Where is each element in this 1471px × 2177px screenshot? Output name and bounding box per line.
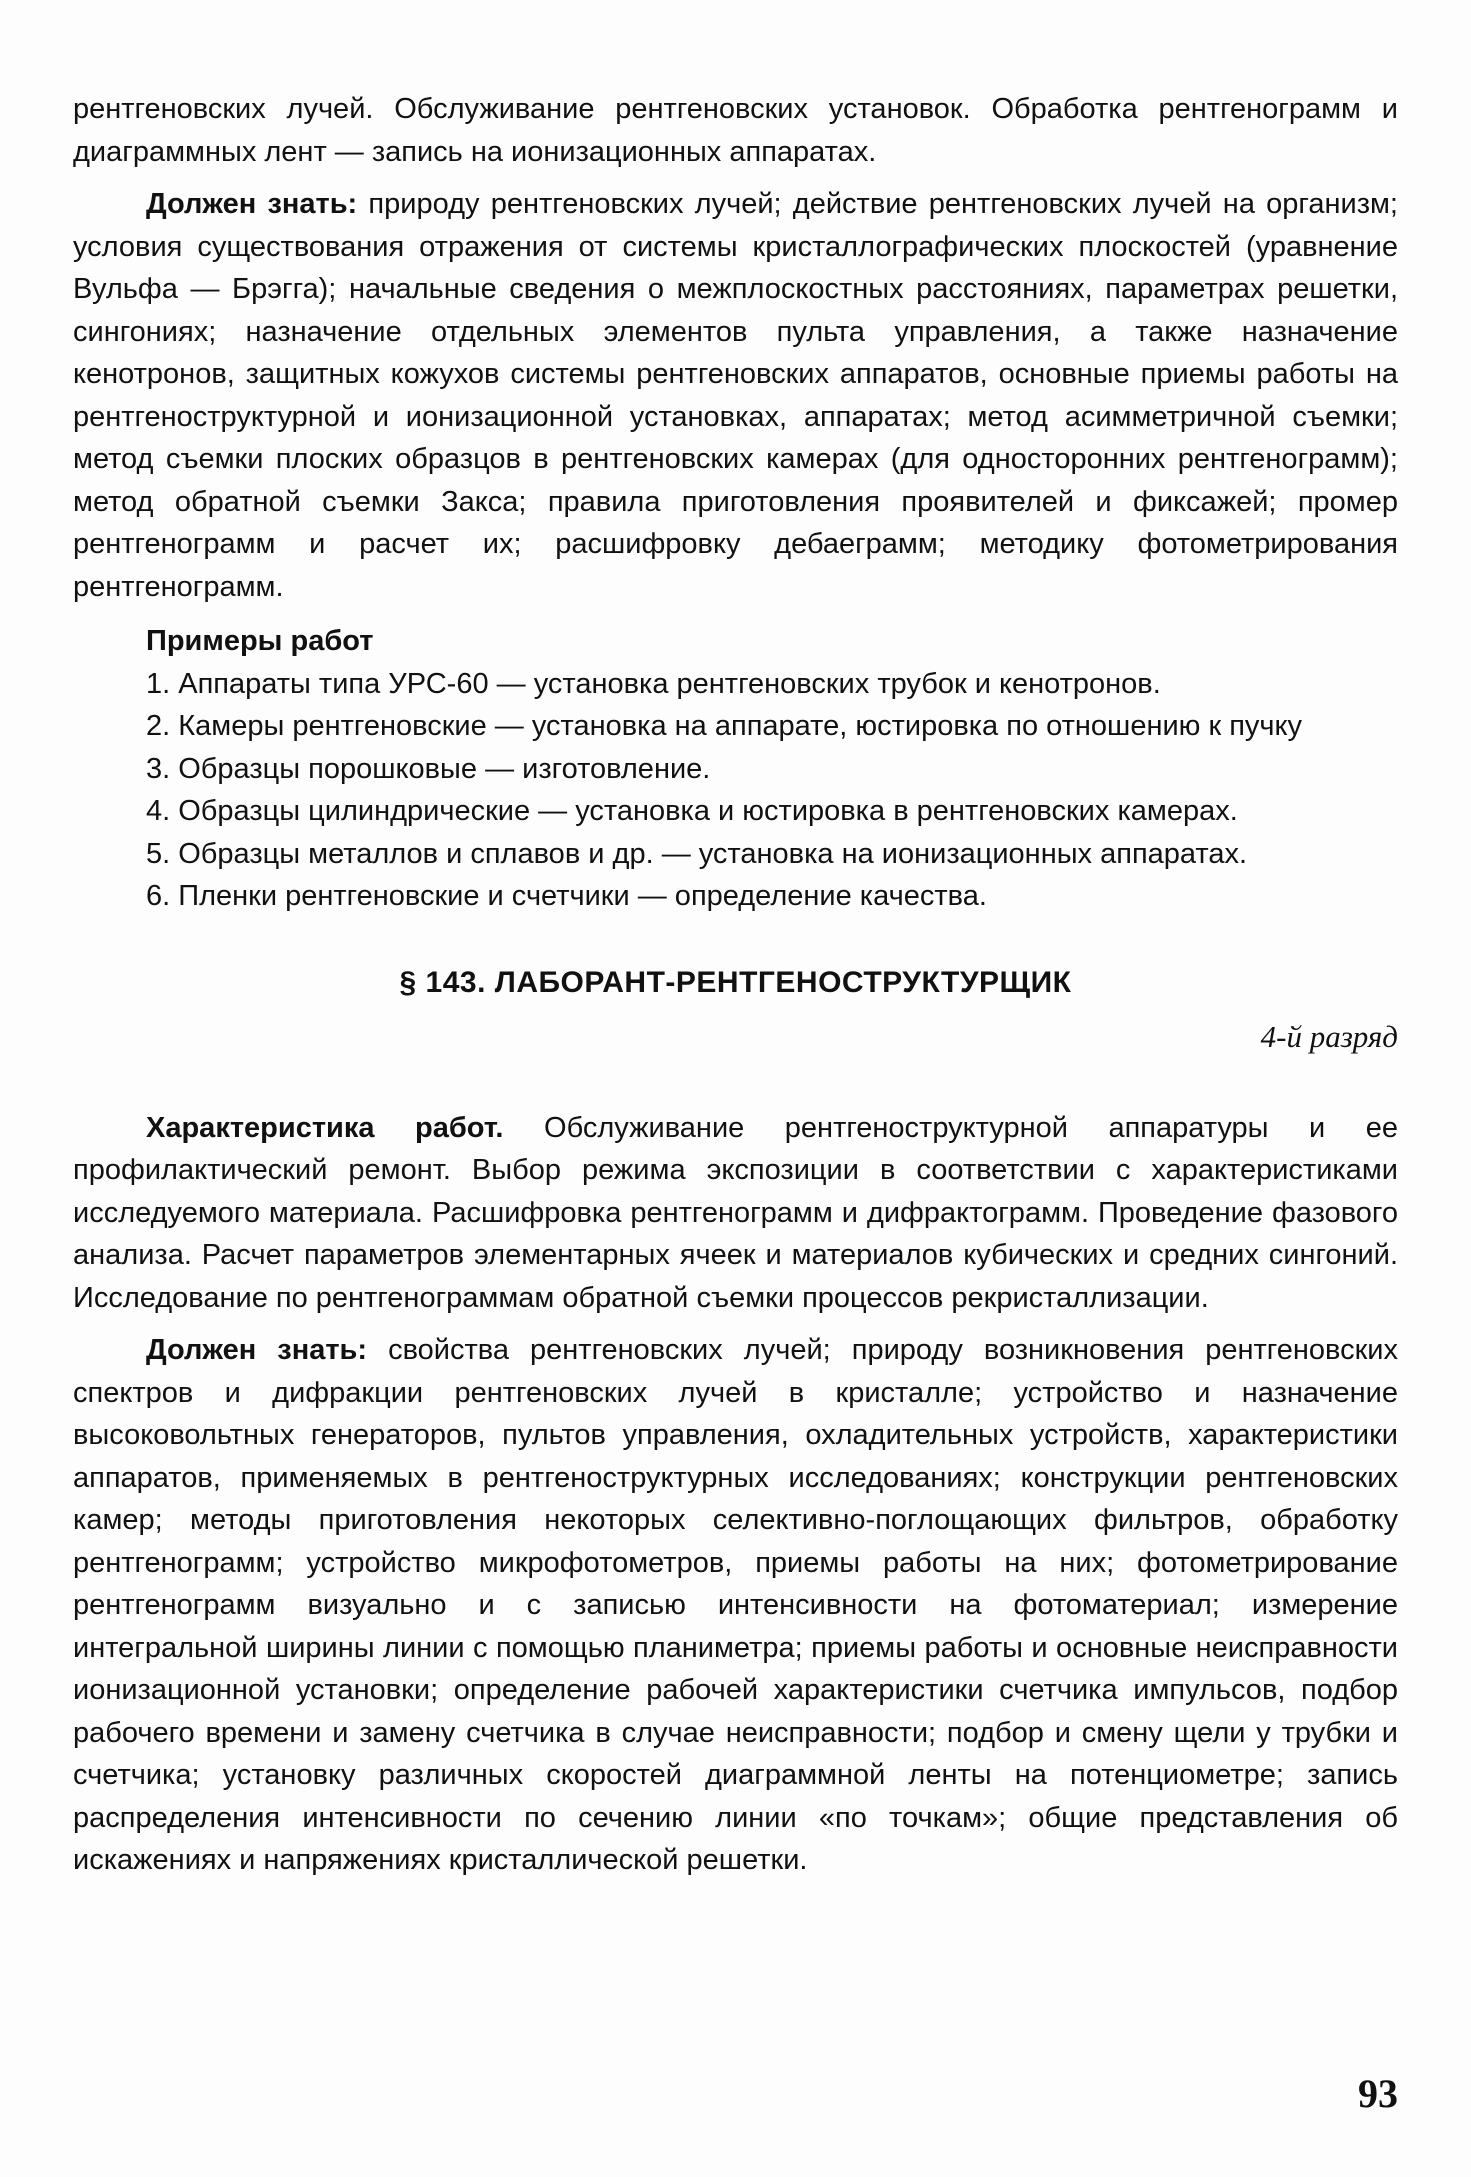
example-item-2: 2. Камеры рентгеновские — установка на аппарате, юстировка по отношению к пучку [146, 710, 1303, 742]
characteristics-paragraph [73, 1107, 1398, 1320]
page-number: 93 [1358, 2071, 1398, 2116]
grade3-must-know-paragraph [73, 183, 1398, 608]
example-item-3: 3. Образцы порошковые — изготовление. [146, 752, 711, 785]
must-know-paragraph [73, 1329, 1398, 1882]
must-know-text: свойства рентгеновских лучей; природу возникновения рентгеновских спектров и дифракции рентгеновских лучей в кристалле; устройство и назначение высоковольтных генераторов, пультов управления, охладительных устройств, характеристики аппаратов, применяемых в рентгеноструктурных исследованиях; конструкции рентгеновских камер; методы приготовления некоторых селективно-поглощающих фильтров, обработку рентгенограмм; устройство микрофотометров, приемы работы на них; фотометрирование рентгенограмм визуально и с записью интенсивности на фотоматериал; измерение интегральной ширины линии с помощью планиметра; приемы работы и основные неисправности ионизационной установки; определение рабочей характеристики счетчика импульсов, подбор рабочего времени и замену счетчика в случае неисправности; подбор и смену щели у трубки и счетчика; установку различных скоростей диаграммной ленты на потенциометре; запись распределения интенсивности по сечению линии «по точкам»; общие представления об искажениях и напряжениях кристаллической решетки. [73, 1334, 1398, 1876]
example-item-4: 4. Образцы цилиндрические — установка и юстировка в рентгеновских камерах. [146, 795, 1238, 827]
grade3-must-know-label: Должен знать: [146, 188, 358, 220]
intro-paragraph: рентгеновских лучей. Обслуживание рентгеновских установок. Обработка рентгенограмм и диаграммных лент — запись на ионизационных аппаратах. [73, 93, 1398, 168]
grade-label: 4-й разряд [1260, 1019, 1398, 1054]
examples-heading: Примеры работ [146, 625, 374, 657]
example-item-1: 1. Аппараты типа УРС-60 — установка рентгеновских трубок и кенотронов. [146, 667, 1161, 700]
grade3-must-know-text: природу рентгеновских лучей; действие рентгеновских лучей на организм; условия существования отражения от системы кристаллографических плоскостей (уравнение Вульфа — Брэгга); начальные сведения о межплоскостных расстояниях, параметрах решетки, сингониях; назначение отдельных элементов пульта управления, а также назначение кенотронов, защитных кожухов системы рентгеновских аппаратов, основные приемы работы на рентгеноструктурной и ионизационной установках, аппаратах; метод асимметричной съемки; метод съемки плоских образцов в рентгеновских камерах (для односторонних рентгенограмм); метод обратной съемки Закса; правила приготовления проявителей и фиксажей; промер рентгенограмм и расчет их; расшифровку дебаеграмм; методику фотометрирования рентгенограмм. [73, 188, 1398, 603]
section-title: § 143. ЛАБОРАНТ-РЕНТГЕНОСТРУКТУРЩИК [399, 965, 1072, 999]
example-item-5: 5. Образцы металлов и сплавов и др. — установка на ионизационных аппаратах. [146, 837, 1248, 870]
example-item-6: 6. Пленки рентгеновские и счетчики — определение качества. [146, 880, 987, 912]
characteristics-text: Обслуживание рентгеноструктурной аппаратуры и ее профилактический ремонт. Выбор режима экспозиции в соответствии с характеристиками исследуемого материала. Расшифровка рентгенограмм и дифрактограмм. Проведение фазового анализа. Расчет параметров элементарных ячеек и материалов кубических и средних сингоний. Исследование по рентгенограммам обратной съемки процессов рекристаллизации. [73, 1111, 1398, 1314]
must-know-label: Должен знать: [146, 1334, 368, 1366]
page-content [73, 88, 1398, 1882]
characteristics-label: Характеристика работ. [146, 1111, 504, 1144]
